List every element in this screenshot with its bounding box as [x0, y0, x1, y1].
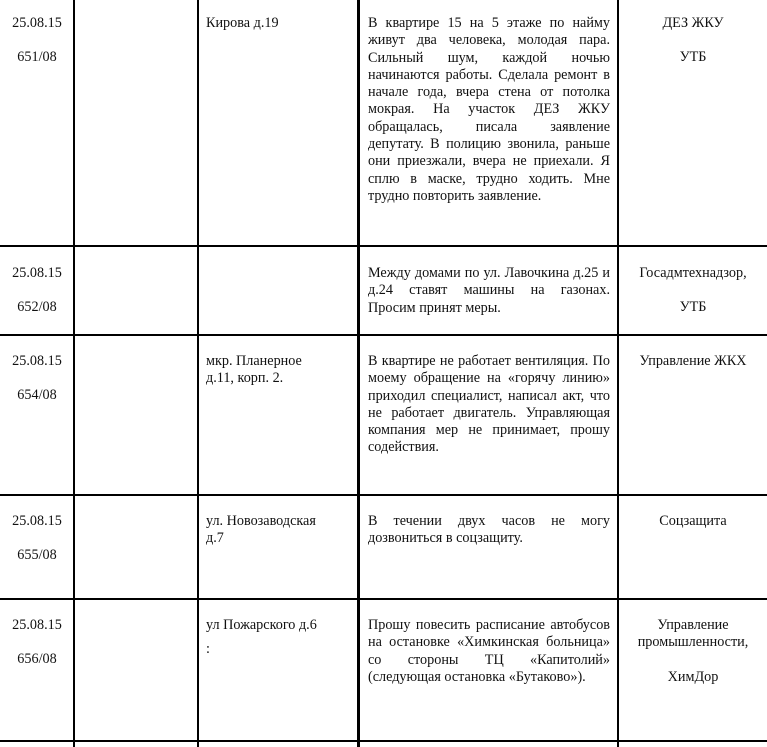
row-divider — [0, 598, 767, 600]
row-divider — [0, 245, 767, 247]
entry-date: 25.08.15 — [12, 265, 62, 281]
date-cell — [4, 15, 70, 67]
column-divider — [197, 0, 199, 747]
organization-name: Госадмтехнадзор, — [639, 265, 747, 281]
row-divider — [0, 740, 767, 742]
date-cell — [4, 513, 70, 565]
address-cell — [206, 353, 354, 388]
entry-number: 655/08 — [17, 547, 57, 564]
organization-cell — [622, 265, 764, 317]
address-line: ул. Новозаводская — [206, 513, 316, 529]
address-line: : — [206, 641, 210, 658]
complaint-text: В квартире не работает вентиляция. По моему обращение на «горячу линию» приходил специалист, написал акт, что не работает двигатель. Управляющая компания мер не принимает, прошу содействия. — [368, 353, 610, 456]
entry-date: 25.08.15 — [12, 15, 62, 31]
entry-date: 25.08.15 — [12, 513, 62, 529]
column-divider — [357, 0, 360, 747]
address-cell — [206, 513, 354, 548]
entry-number: 652/08 — [17, 299, 57, 316]
organization-name: Управление ЖКХ — [639, 353, 747, 369]
entry-number: 656/08 — [17, 651, 57, 668]
address-cell — [206, 15, 354, 32]
address-line: Кирова д.19 — [206, 15, 279, 31]
address-cell — [206, 617, 354, 659]
column-divider — [73, 0, 75, 747]
address-line: мкр. Планерное — [206, 353, 302, 369]
complaint-text: В квартире 15 на 5 этаже по найму живут два человека, молодая пара. Сильный шум, каждой ночью начинаются работы. Сделала ремонт в начале года, вчера стена от потолка мокрая. На участок ДЕЗ ЖКУ обращалась, писала заявление депутату. В полицию звонила, раньше они приезжали, вчера не приехали. Я сплю в маске, трудно ходить. Мне трудно повторить заявление. — [368, 15, 610, 204]
entry-date: 25.08.15 — [12, 617, 62, 633]
row-divider — [0, 334, 767, 336]
entry-number: 651/08 — [17, 49, 57, 66]
organization-name: УТБ — [679, 299, 707, 316]
row-divider — [0, 494, 767, 496]
address-line: д.11, корп. 2. — [206, 370, 284, 387]
organization-cell — [622, 15, 764, 67]
address-line: д.7 — [206, 530, 224, 547]
date-cell — [4, 265, 70, 317]
entry-date: 25.08.15 — [12, 353, 62, 369]
complaint-text: В течении двух часов не могу дозвониться в соцзащиту. — [368, 513, 610, 547]
entry-number: 654/08 — [17, 387, 57, 404]
organization-name: ДЕЗ ЖКУ — [662, 15, 724, 31]
column-divider — [617, 0, 619, 747]
address-line: ул Пожарского д.6 — [206, 617, 317, 633]
date-cell — [4, 353, 70, 405]
organization-cell — [622, 617, 764, 686]
complaint-text: Между домами по ул. Лавочкина д.25 и д.24 ставят машины на газонах. Просим принят меры. — [368, 265, 610, 316]
date-cell — [4, 617, 70, 669]
organization-name: Соцзащита — [659, 513, 727, 529]
complaint-text: Прошу повесить расписание автобусов на остановке «Химкинская больница» со стороны ТЦ «Капитолий» (следующая остановка «Бутаково»). — [368, 617, 610, 685]
organization-name: Управление промышленности, — [637, 617, 749, 651]
organization-cell — [622, 353, 764, 370]
organization-name: ХимДор — [667, 668, 719, 685]
organization-name: УТБ — [679, 49, 707, 66]
organization-cell — [622, 513, 764, 530]
